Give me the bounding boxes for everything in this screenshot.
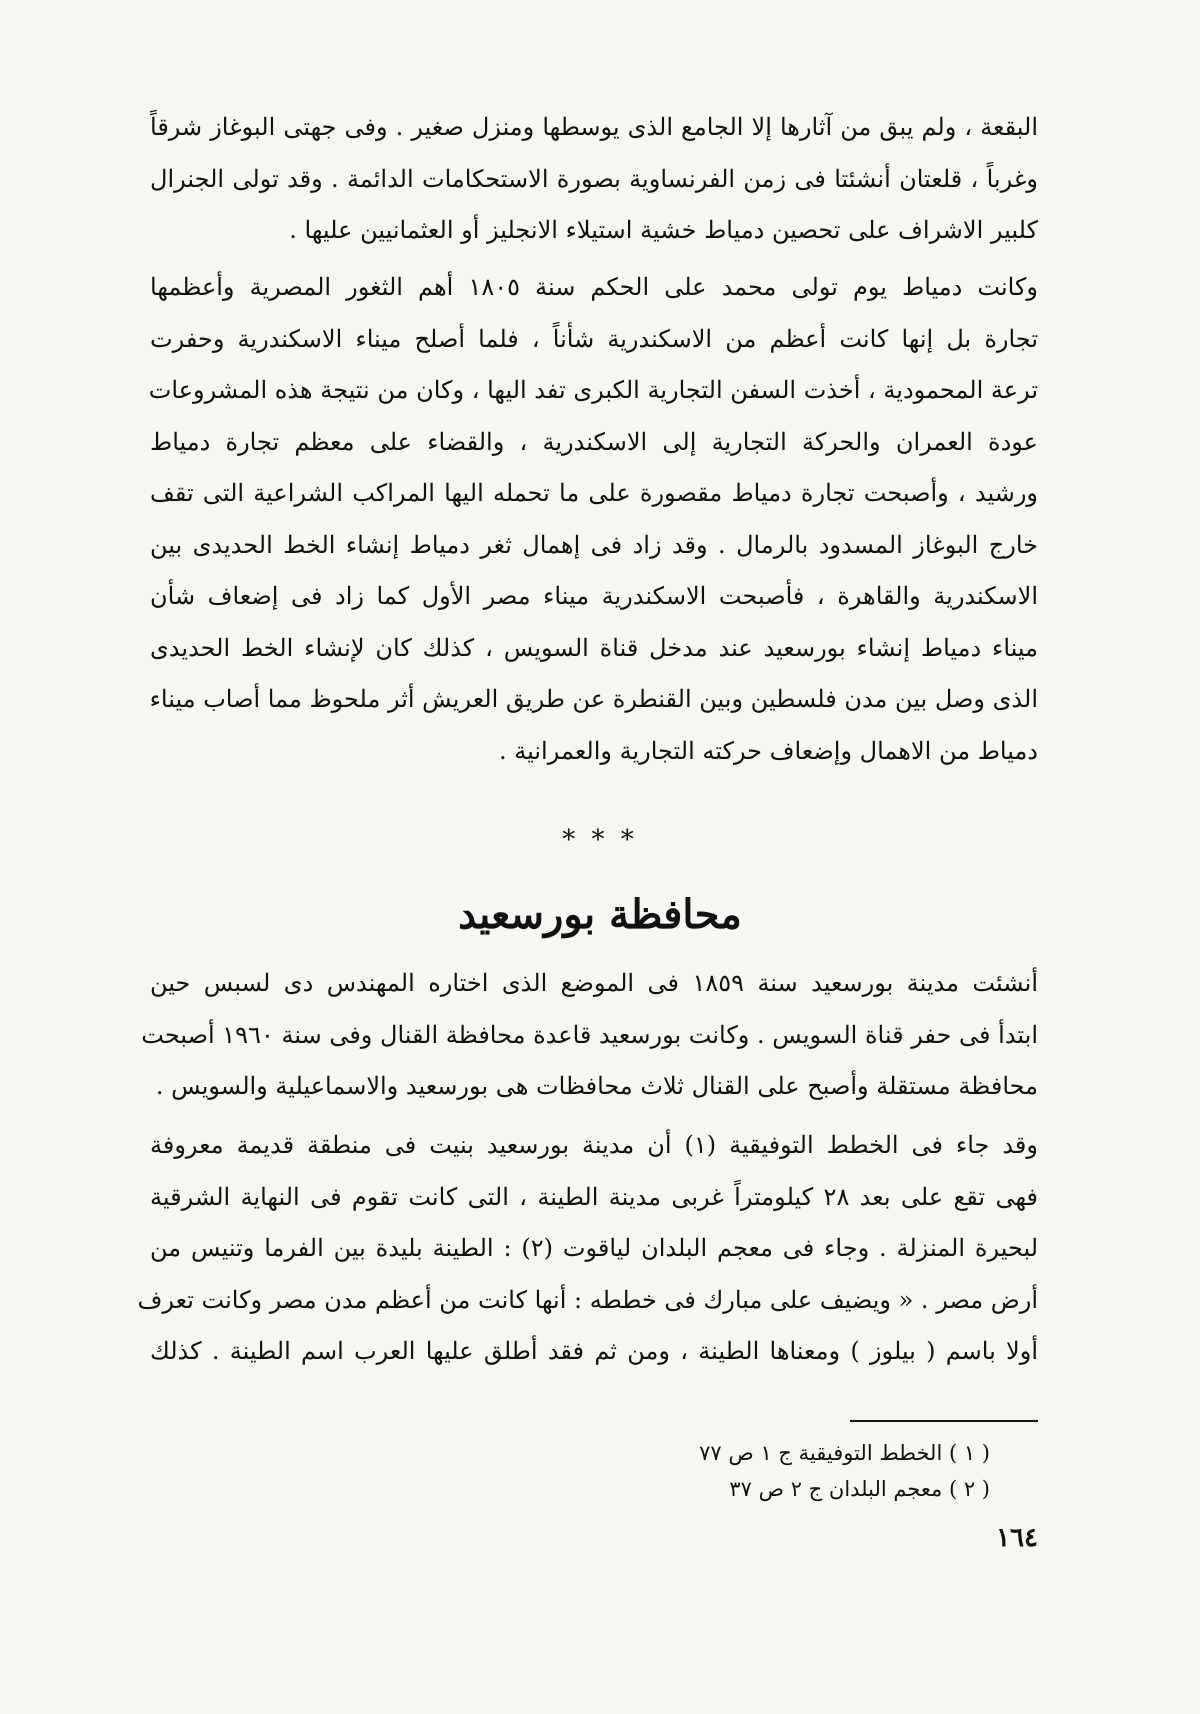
text-line: الذى وصل بين مدن فلسطين وبين القنطرة عن طريق العريش أثر ملحوظ مما أصاب ميناء <box>149 685 1038 713</box>
section-separator: * * * <box>562 825 638 855</box>
text-line: دمياط من الاهمال وإضعاف حركته التجارية والعمرانية . <box>499 736 1038 765</box>
text-line: خارج البوغاز المسدود بالرمال . وقد زاد فى إهمال ثغر دمياط إنشاء الخط الحديدى بين <box>150 530 1038 559</box>
footnote-divider <box>850 1420 1038 1422</box>
text-line: أولا باسم ( بيلوز ) ومعناها الطينة ، ومن ثم فقد أطلق عليها العرب اسم الطينة . كذلك <box>150 1337 1038 1365</box>
text-line: كلبير الاشراف على تحصين دمياط خشية استيلاء الانجليز أو العثمانيين عليها . <box>289 216 1038 244</box>
paragraph-damietta-forts <box>150 102 1038 257</box>
text-line: فهى تقع على بعد ٢٨ كيلومتراً غربى مدينة الطينة ، التى كانت تقوم فى النهاية الشرقية <box>150 1182 1039 1211</box>
text-line: أنشئت مدينة بورسعيد سنة ١٨٥٩ فى الموضع الذى اختاره المهندس دى لسبس حين <box>150 969 1038 997</box>
text-line: وقد جاء فى الخطط التوفيقية (١) أن مدينة بورسعيد بنيت فى منطقة قديمة معروفة <box>150 1131 1038 1159</box>
footnote-2: ( ٢ ) معجم البلدان ج ٢ ص ٣٧ <box>729 1477 990 1501</box>
paragraph-port-said-founding <box>141 958 1038 1113</box>
text-line: تجارة بل إنها كانت أعظم من الاسكندرية شأناً ، فلما أصلح ميناء الاسكندرية وحفرت <box>150 324 1039 353</box>
page-number: ١٦٤ <box>996 1523 1038 1553</box>
text-line: ميناء دمياط إنشاء بورسعيد عند مدخل قناة السويس ، كذلك كان لإنشاء الخط الحديدى <box>150 633 1038 662</box>
text-line: البقعة ، ولم يبق من آثارها إلا الجامع الذى يوسطها ومنزل صغير . وفى جهتى البوغاز شرقاً <box>150 113 1038 141</box>
paragraph-damietta-port <box>150 262 1038 777</box>
section-title: محافظة بورسعيد <box>458 891 742 938</box>
text-line: محافظة مستقلة وأصبح على القنال ثلاث محافظات هى بورسعيد والاسماعيلية والسويس . <box>155 1072 1038 1100</box>
text-line: الاسكندرية والقاهرة ، فأصبحت الاسكندرية ميناء مصر الأول كما زاد فى إضعاف شأن <box>150 582 1038 610</box>
text-line: عودة العمران والحركة التجارية إلى الاسكندرية ، والقضاء على معظم تجارة دمياط <box>150 427 1038 456</box>
text-line: ترعة المحمودية ، أخذت السفن التجارية الكبرى تفد اليها ، وكان من نتيجة هذه المشروعات <box>148 376 1038 404</box>
text-line: ابتدأ فى حفر قناة السويس . وكانت بورسعيد قاعدة محافظة القنال وفى سنة ١٩٦٠ أصبحت <box>141 1020 1038 1049</box>
text-line: أرض مصر . « ويضيف على مبارك فى خططه : أنها كانت من أعظم مدن مصر وكانت تعرف <box>137 1285 1038 1314</box>
text-line: وغرباً ، قلعتان أنشئتا فى زمن الفرنساوية بصورة الاستحكامات الدائمة . وقد تولى الجنرال <box>150 164 1038 193</box>
text-line: وكانت دمياط يوم تولى محمد على الحكم سنة ١٨٠٥ أهم الثغور المصرية وأعظمها <box>150 273 1038 301</box>
paragraph-port-said-history <box>137 1120 1039 1378</box>
text-line: لبحيرة المنزلة . وجاء فى معجم البلدان لياقوت (٢) : الطينة بليدة بين الفرما وتنيس من <box>150 1234 1039 1262</box>
footnote-1: ( ١ ) الخطط التوفيقية ج ١ ص ٧٧ <box>699 1441 990 1465</box>
text-line: ورشيد ، وأصبحت تجارة دمياط مقصورة على ما تحمله اليها المراكب الشراعية التى تقف <box>150 479 1038 507</box>
